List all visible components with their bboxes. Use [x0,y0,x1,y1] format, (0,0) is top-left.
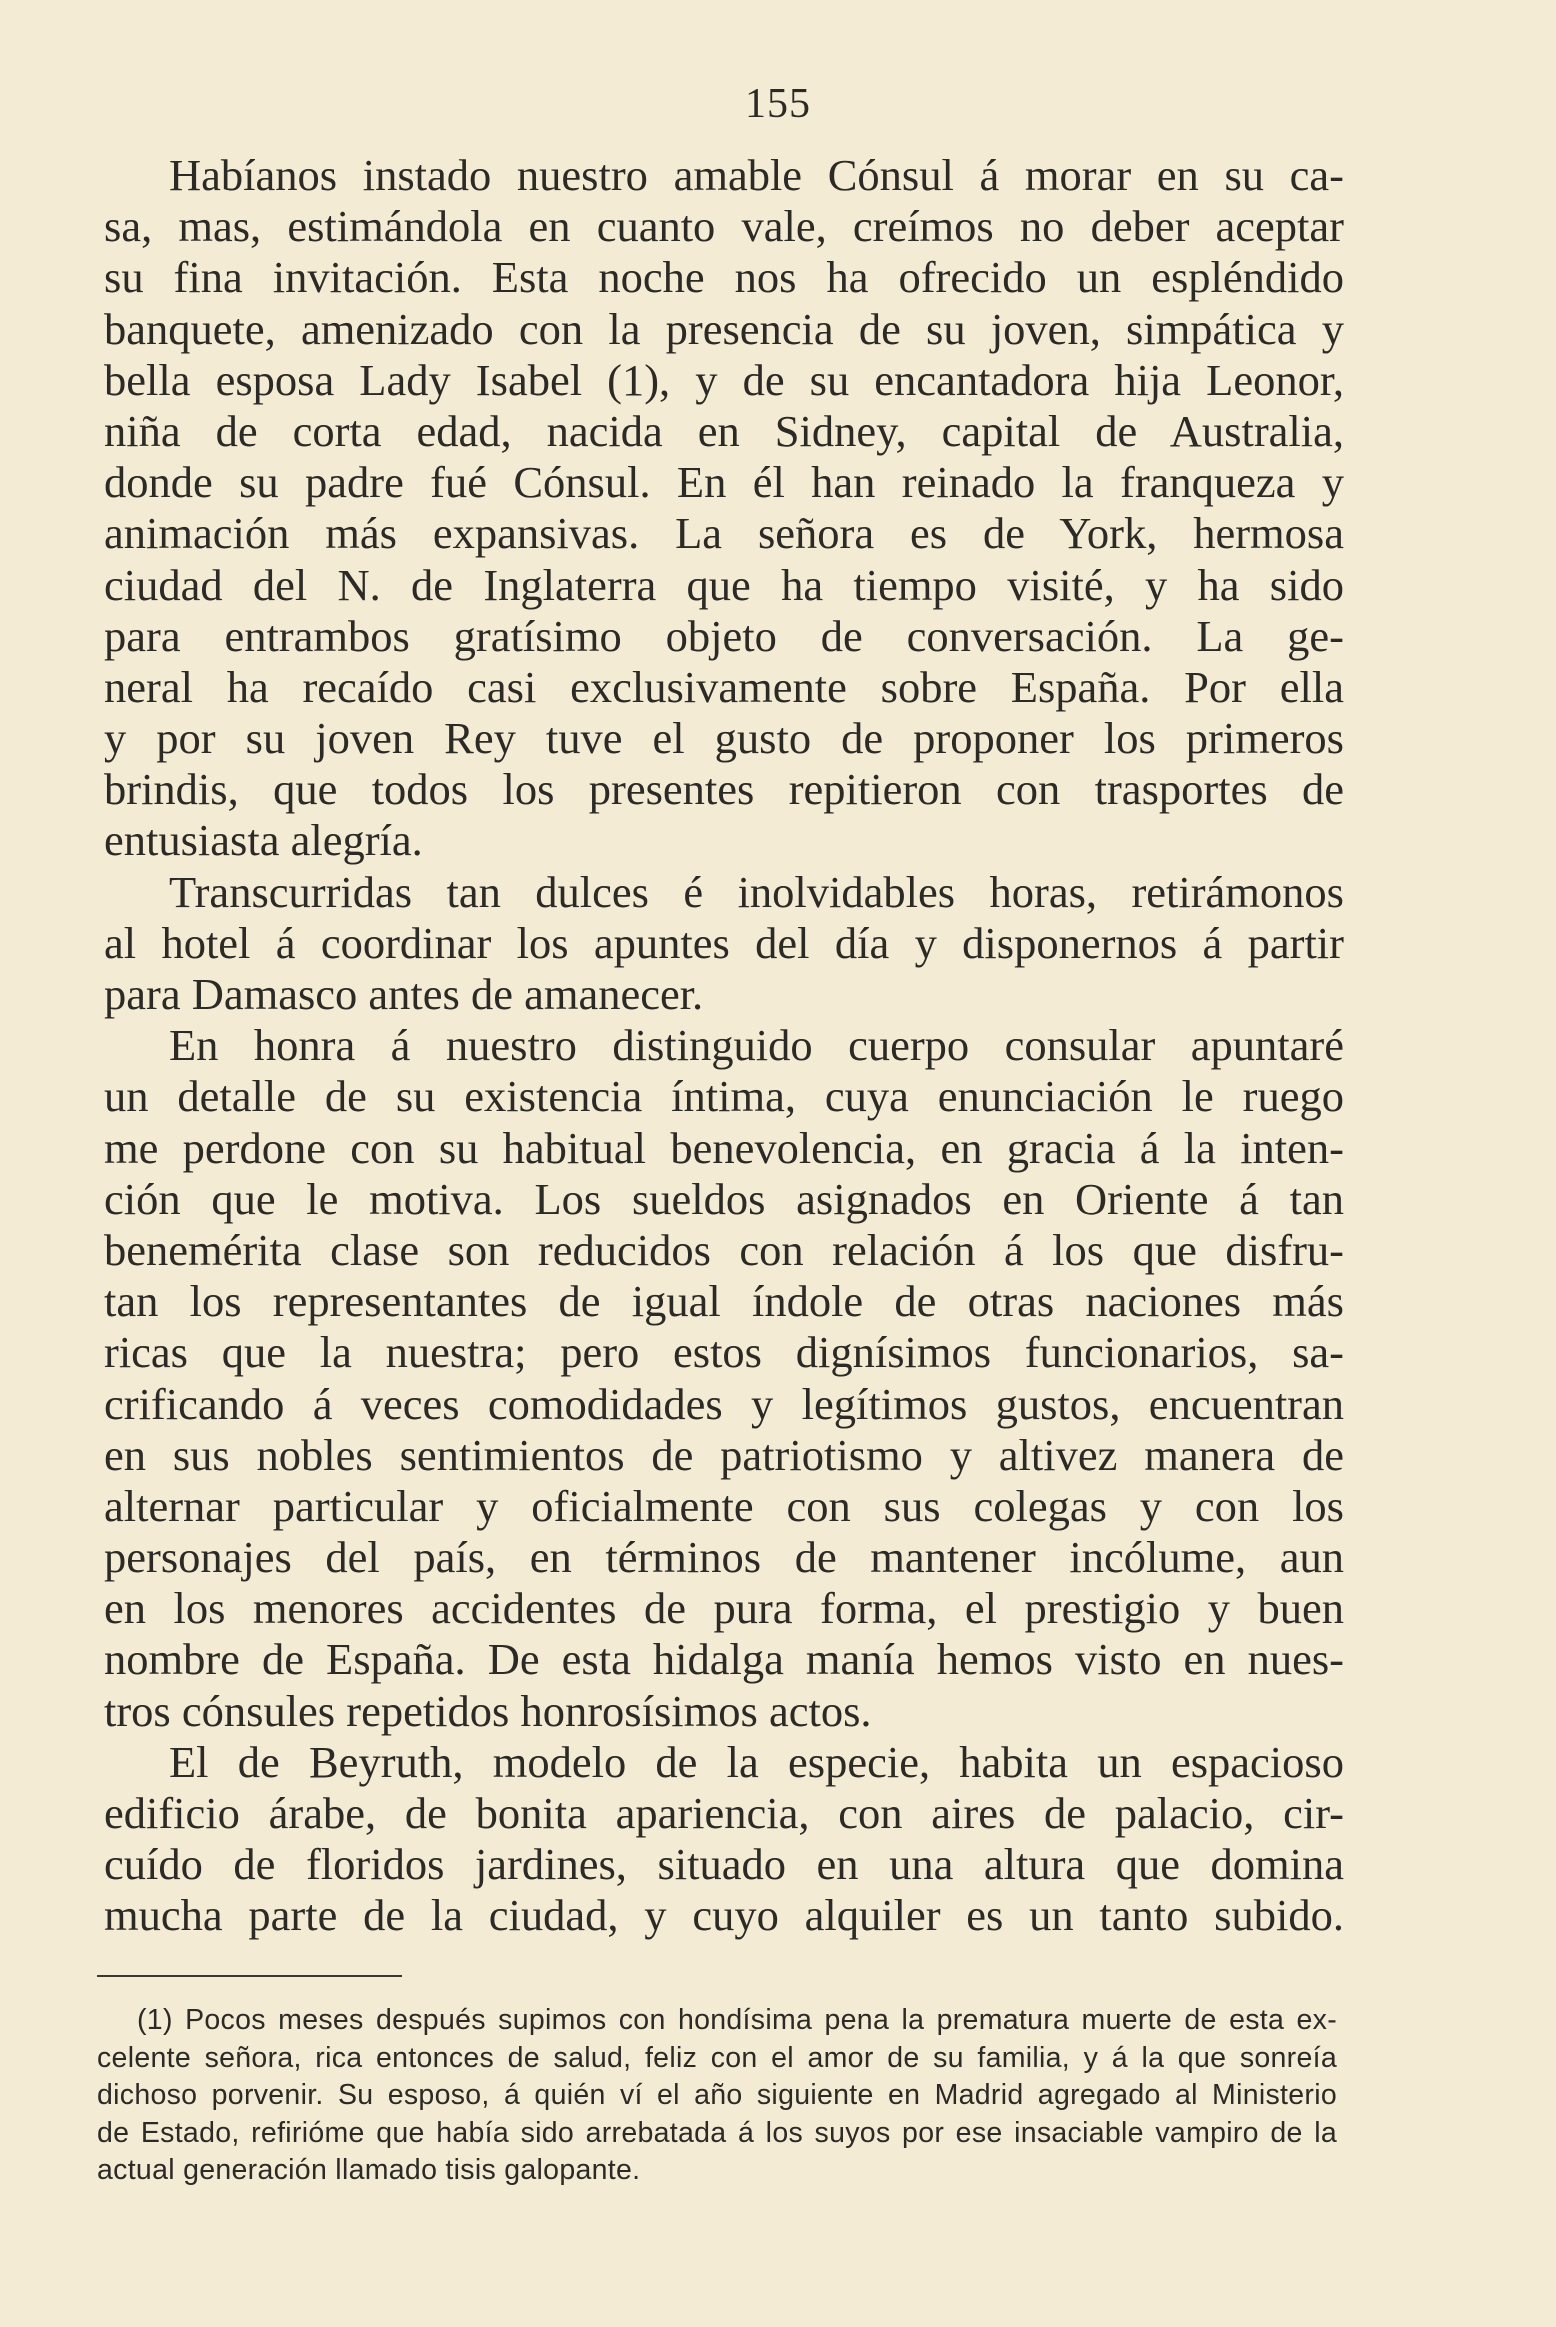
text-line: Transcurridas tan dulces é inolvidables horas, retirámonos [169,866,1344,917]
text-line: personajes del país, en términos de mantener incólume, aun [104,1532,1344,1583]
text-line: su fina invitación. Esta noche nos ha ofrecido un espléndido [104,252,1344,303]
text-line: Habíanos instado nuestro amable Cónsul á morar en su ca- [169,150,1344,200]
text-line: y por su joven Rey tuve el gusto de proponer los primeros [104,713,1344,764]
text-line: alternar particular y oficialmente con sus colegas y con los [104,1480,1344,1531]
text-line: El de Beyruth, modelo de la especie, habita un espacioso [169,1736,1344,1787]
text-line: animación más expansivas. La señora es de York, hermosa [104,508,1344,559]
text-line: para Damasco antes de amanecer. [104,969,704,1019]
text-line: un detalle de su existencia íntima, cuya enunciación le ruego [104,1071,1344,1122]
text-line: sa, mas, estimándola en cuanto vale, creímos no deber aceptar [104,201,1344,252]
footnote-line: actual generación llamado tisis galopante. [97,2154,641,2187]
footnote-divider [97,1975,402,1977]
text-line: mucha parte de la ciudad, y cuyo alquiler es un tanto subido. [104,1890,1344,1941]
footnote-line: dichoso porvenir. Su esposo, á quién ví el año siguiente en Madrid agregado al Ministerio [97,2079,1337,2112]
text-line: benemérita clase son reducidos con relación á los que disfru- [104,1224,1344,1275]
text-line: neral ha recaído casi exclusivamente sobre España. Por ella [104,661,1344,712]
text-line: nombre de España. De esta hidalga manía hemos visto en nues- [104,1634,1344,1685]
text-line: crificando á veces comodidades y legítimos gustos, encuentran [104,1378,1344,1429]
text-line: ciudad del N. de Inglaterra que ha tiempo visité, y ha sido [104,559,1344,610]
text-line: donde su padre fué Cónsul. En él han reinado la franqueza y [104,457,1344,508]
page-number: 155 [745,81,811,127]
text-line: En honra á nuestro distinguido cuerpo consular apuntaré [169,1020,1344,1071]
text-line: me perdone con su habitual benevolencia, en gracia á la inten- [104,1122,1344,1173]
text-line: bella esposa Lady Isabel (1), y de su encantadora hija Leonor, [104,354,1344,405]
text-line: banquete, amenizado con la presencia de su joven, simpática y [104,303,1344,354]
footnote-line: (1) Pocos meses después supimos con hondísima pena la prematura muerte de esta ex- [137,2004,1337,2036]
text-line: en sus nobles sentimientos de patriotismo y altivez manera de [104,1429,1344,1480]
text-line: entusiasta alegría. [104,815,423,866]
text-line: edificio árabe, de bonita apariencia, con aires de palacio, cir- [104,1788,1344,1838]
body-text [104,150,1344,1942]
text-line: al hotel á coordinar los apuntes del día y disponernos á partir [104,917,1344,968]
text-line: brindis, que todos los presentes repitieron con trasportes de [104,764,1344,815]
text-line: ción que le motiva. Los sueldos asignados en Oriente á tan [104,1173,1344,1224]
text-line: tros cónsules repetidos honrosísimos actos. [104,1685,872,1736]
footnote [97,2002,1337,2190]
text-line: ricas que la nuestra; pero estos dignísimos funcionarios, sa- [104,1327,1344,1378]
text-line: en los menores accidentes de pura forma, el prestigio y buen [104,1583,1344,1634]
footnote-line: de Estado, refirióme que había sido arrebatada á los suyos por ese insaciable vampiro de la [97,2116,1337,2149]
footnote-line: celente señora, rica entonces de salud, feliz con el amor de su familia, y á la que sonreía [97,2041,1337,2074]
text-line: para entrambos gratísimo objeto de conversación. La ge- [104,610,1344,661]
text-line: cuído de floridos jardines, situado en una altura que domina [104,1839,1344,1890]
text-line: tan los representantes de igual índole de otras naciones más [104,1276,1344,1327]
text-line: niña de corta edad, nacida en Sidney, capital de Australia, [104,405,1344,456]
